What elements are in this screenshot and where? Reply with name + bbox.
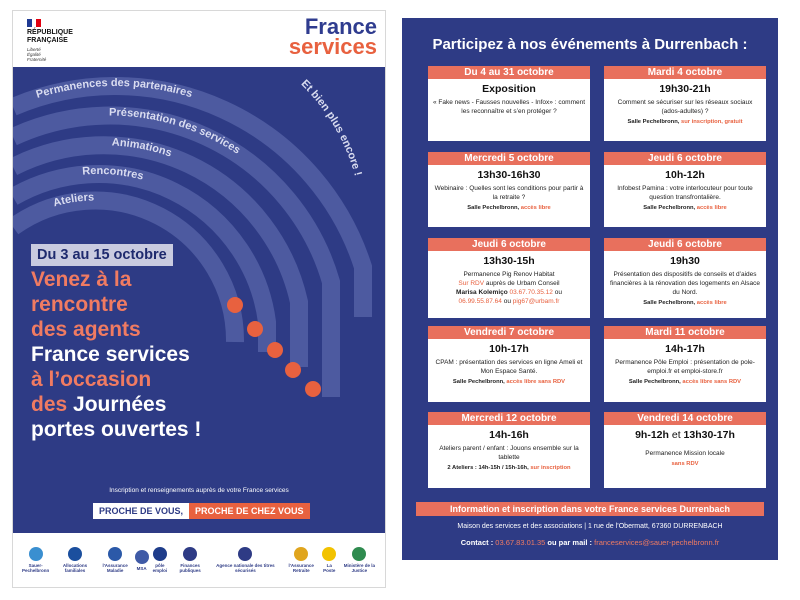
event-time: 14h-16h: [489, 429, 529, 441]
events-title: Participez à nos événements à Durrenbach :: [432, 36, 748, 53]
arc-text-presentation: Présentation des services: [109, 106, 243, 157]
event-date: Mercredi 12 octobre: [428, 412, 590, 425]
partner-logo: La Poste: [321, 547, 338, 573]
partner-logo-icon: [183, 547, 197, 561]
event-date: Mercredi 5 octobre: [428, 152, 590, 165]
event-location: Salle Pechelbronn, accès libre: [643, 300, 727, 306]
partner-logo-icon: [108, 547, 122, 561]
france-services-logo: France services: [288, 14, 377, 59]
slogan-part-a: PROCHE DE VOUS,: [93, 503, 189, 519]
devise: Liberté Égalité Fraternité: [27, 47, 47, 62]
partner-logo: MSA: [135, 550, 149, 571]
event-card: [604, 326, 766, 402]
partner-logo-icon: [352, 547, 366, 561]
partner-logo-icon: [29, 547, 43, 561]
phone-link[interactable]: 03.67.83.01.35: [495, 538, 546, 547]
event-description: Comment se sécuriser sur les réseaux sociaux (ados-adultes) ?: [617, 99, 753, 115]
events-panel: [402, 18, 778, 560]
event-date: Jeudi 6 octobre: [428, 238, 590, 251]
event-date: Mardi 11 octobre: [604, 326, 766, 339]
arc-text-rencontres: Rencontres: [81, 164, 145, 183]
event-description: CPAM : présentation des services en ligne Ameli et Mon Espace Santé.: [435, 359, 583, 375]
partner-logo: Finances publiques: [171, 547, 209, 573]
poster-header: [13, 11, 385, 67]
partner-logo-icon: [153, 547, 167, 561]
event-date: Mardi 4 octobre: [604, 66, 766, 79]
event-time: 10h-12h: [665, 169, 705, 181]
event-description: Infobest Pamina : votre interlocuteur pour toute question transfrontalière.: [617, 185, 753, 201]
event-location: sans RDV: [671, 461, 699, 467]
event-description: Webinaire : Quelles sont les conditions pour partir à la retraite ?: [434, 185, 584, 201]
event-time: 9h-12h et 13h30-17h: [635, 429, 735, 441]
event-card: [604, 66, 766, 141]
event-card: [604, 238, 766, 318]
partner-logo-icon: [238, 547, 252, 561]
event-description: Permanence Mission locale: [645, 450, 725, 457]
headline-line: des agents: [31, 318, 141, 341]
partner-logo-icon: [294, 547, 308, 561]
partner-logo: Ministère de la Justice: [338, 547, 381, 573]
partner-logo: pôle emploi: [149, 547, 172, 573]
event-description: Ateliers parent / enfant : Jouons ensemble sur la tablette: [439, 445, 579, 461]
event-location: Salle Pechelbronn, accès libre: [643, 205, 727, 211]
slogan: [93, 503, 310, 519]
arc-text-animations: Animations: [111, 136, 174, 160]
event-card: [428, 152, 590, 227]
event-card: [604, 412, 766, 488]
event-location: Salle Pechelbronn, sur inscription, gratuit: [627, 119, 743, 125]
partner-logo: Sauer-Pechelbronn: [17, 547, 54, 573]
inscription-text: Inscription et renseignements auprès de votre France services: [109, 487, 289, 494]
event-time: 19h30: [670, 255, 700, 267]
partner-logo: l'Assurance Retraite: [282, 547, 321, 573]
event-date: Du 4 au 31 octobre: [428, 66, 590, 79]
slogan-part-b: PROCHE DE CHEZ VOUS: [189, 503, 310, 519]
date-pill: Du 3 au 15 octobre: [31, 244, 173, 266]
event-date: Vendredi 7 octobre: [428, 326, 590, 339]
arc-text-et-bien-plus: Et bien plus encore !: [298, 77, 364, 178]
headline-line: France services: [31, 343, 190, 366]
headline-line: rencontre: [31, 293, 128, 316]
address: Maison des services et des associations | 1 rue de l’Obermatt, 67360 DURRENBACH: [457, 523, 723, 530]
event-description: Permanence Pôle Emploi : présentation de pole-emploi.fr et emploi-store.fr: [615, 359, 755, 375]
event-card: [428, 412, 590, 488]
event-time: 13h30-16h30: [477, 169, 541, 181]
event-date: Jeudi 6 octobre: [604, 238, 766, 251]
people-icon: [227, 297, 243, 313]
event-card: [428, 238, 590, 318]
partner-logos: [13, 533, 385, 587]
partner-logo-icon: [322, 547, 336, 561]
event-location: Salle Pechelbronn, accès libre sans RDV: [452, 379, 566, 385]
refresh-icon: [305, 381, 321, 397]
partner-logo-icon: [135, 550, 149, 564]
headline-line: Venez à la: [31, 268, 132, 291]
event-card: [604, 152, 766, 227]
monitor-icon: [247, 321, 263, 337]
contact-line: Contact : 03.67.83.01.35 ou par mail : franceservices@sauer-pechelbronn.fr: [460, 538, 720, 547]
email-link[interactable]: franceservices@sauer-pechelbronn.fr: [594, 538, 720, 547]
partner-logo: Agence nationale des titres sécurisés: [209, 547, 282, 573]
event-time: 13h30-15h: [483, 255, 535, 267]
headline-line: des Journées: [31, 393, 167, 416]
partner-logo: l'Assurance Maladie: [96, 547, 135, 573]
event-card: [428, 326, 590, 402]
headline-line: portes ouvertes !: [31, 418, 202, 441]
event-time: 19h30-21h: [659, 83, 711, 95]
headline: [31, 267, 201, 442]
partner-logo-icon: [68, 547, 82, 561]
event-time: 10h-17h: [489, 343, 529, 355]
calendar-icon: [267, 342, 283, 358]
chat-icon: [285, 362, 301, 378]
french-flag-icon: [27, 19, 41, 27]
partner-logo: Allocations familiales: [54, 547, 96, 573]
event-description: Permanence Pig Renov Habitat Sur RDV auprès de Urbam Conseil Marisa Kolemiço 03.67.70.35.12 ou 06.99.55.87.64 ou pig67@urbam.fr: [456, 271, 562, 305]
event-location: Salle Pechelbronn, accès libre: [467, 205, 551, 211]
event-location: 2 Ateliers : 14h-15h / 15h-16h, sur inscription: [447, 465, 571, 471]
event-date: Vendredi 14 octobre: [604, 412, 766, 425]
poster-left: [12, 10, 386, 588]
event-location: Salle Pechelbronn, accès libre sans RDV: [628, 379, 742, 385]
event-time: Exposition: [482, 83, 536, 95]
event-date: Jeudi 6 octobre: [604, 152, 766, 165]
headline-line: à l’occasion: [31, 368, 152, 391]
arc-text-ateliers: Ateliers: [51, 191, 95, 210]
republique-francaise-label: RÉPUBLIQUE FRANÇAISE: [27, 29, 73, 44]
event-card: [428, 66, 590, 141]
info-band: Information et inscription dans votre France services Durrenbach: [416, 502, 764, 516]
event-time: 14h-17h: [665, 343, 705, 355]
poster-main: [13, 67, 385, 533]
event-description: « Fake news - Fausses nouvelles - Infox» : comment les reconnaître et s’en protéger ?: [432, 99, 586, 115]
arc-text-permanences: Permanences des partenaires: [34, 77, 194, 101]
event-description: Présentation des dispositifs de conseils et d’aides financières à la rénovation des logements en Alsace du Nord.: [610, 271, 760, 296]
